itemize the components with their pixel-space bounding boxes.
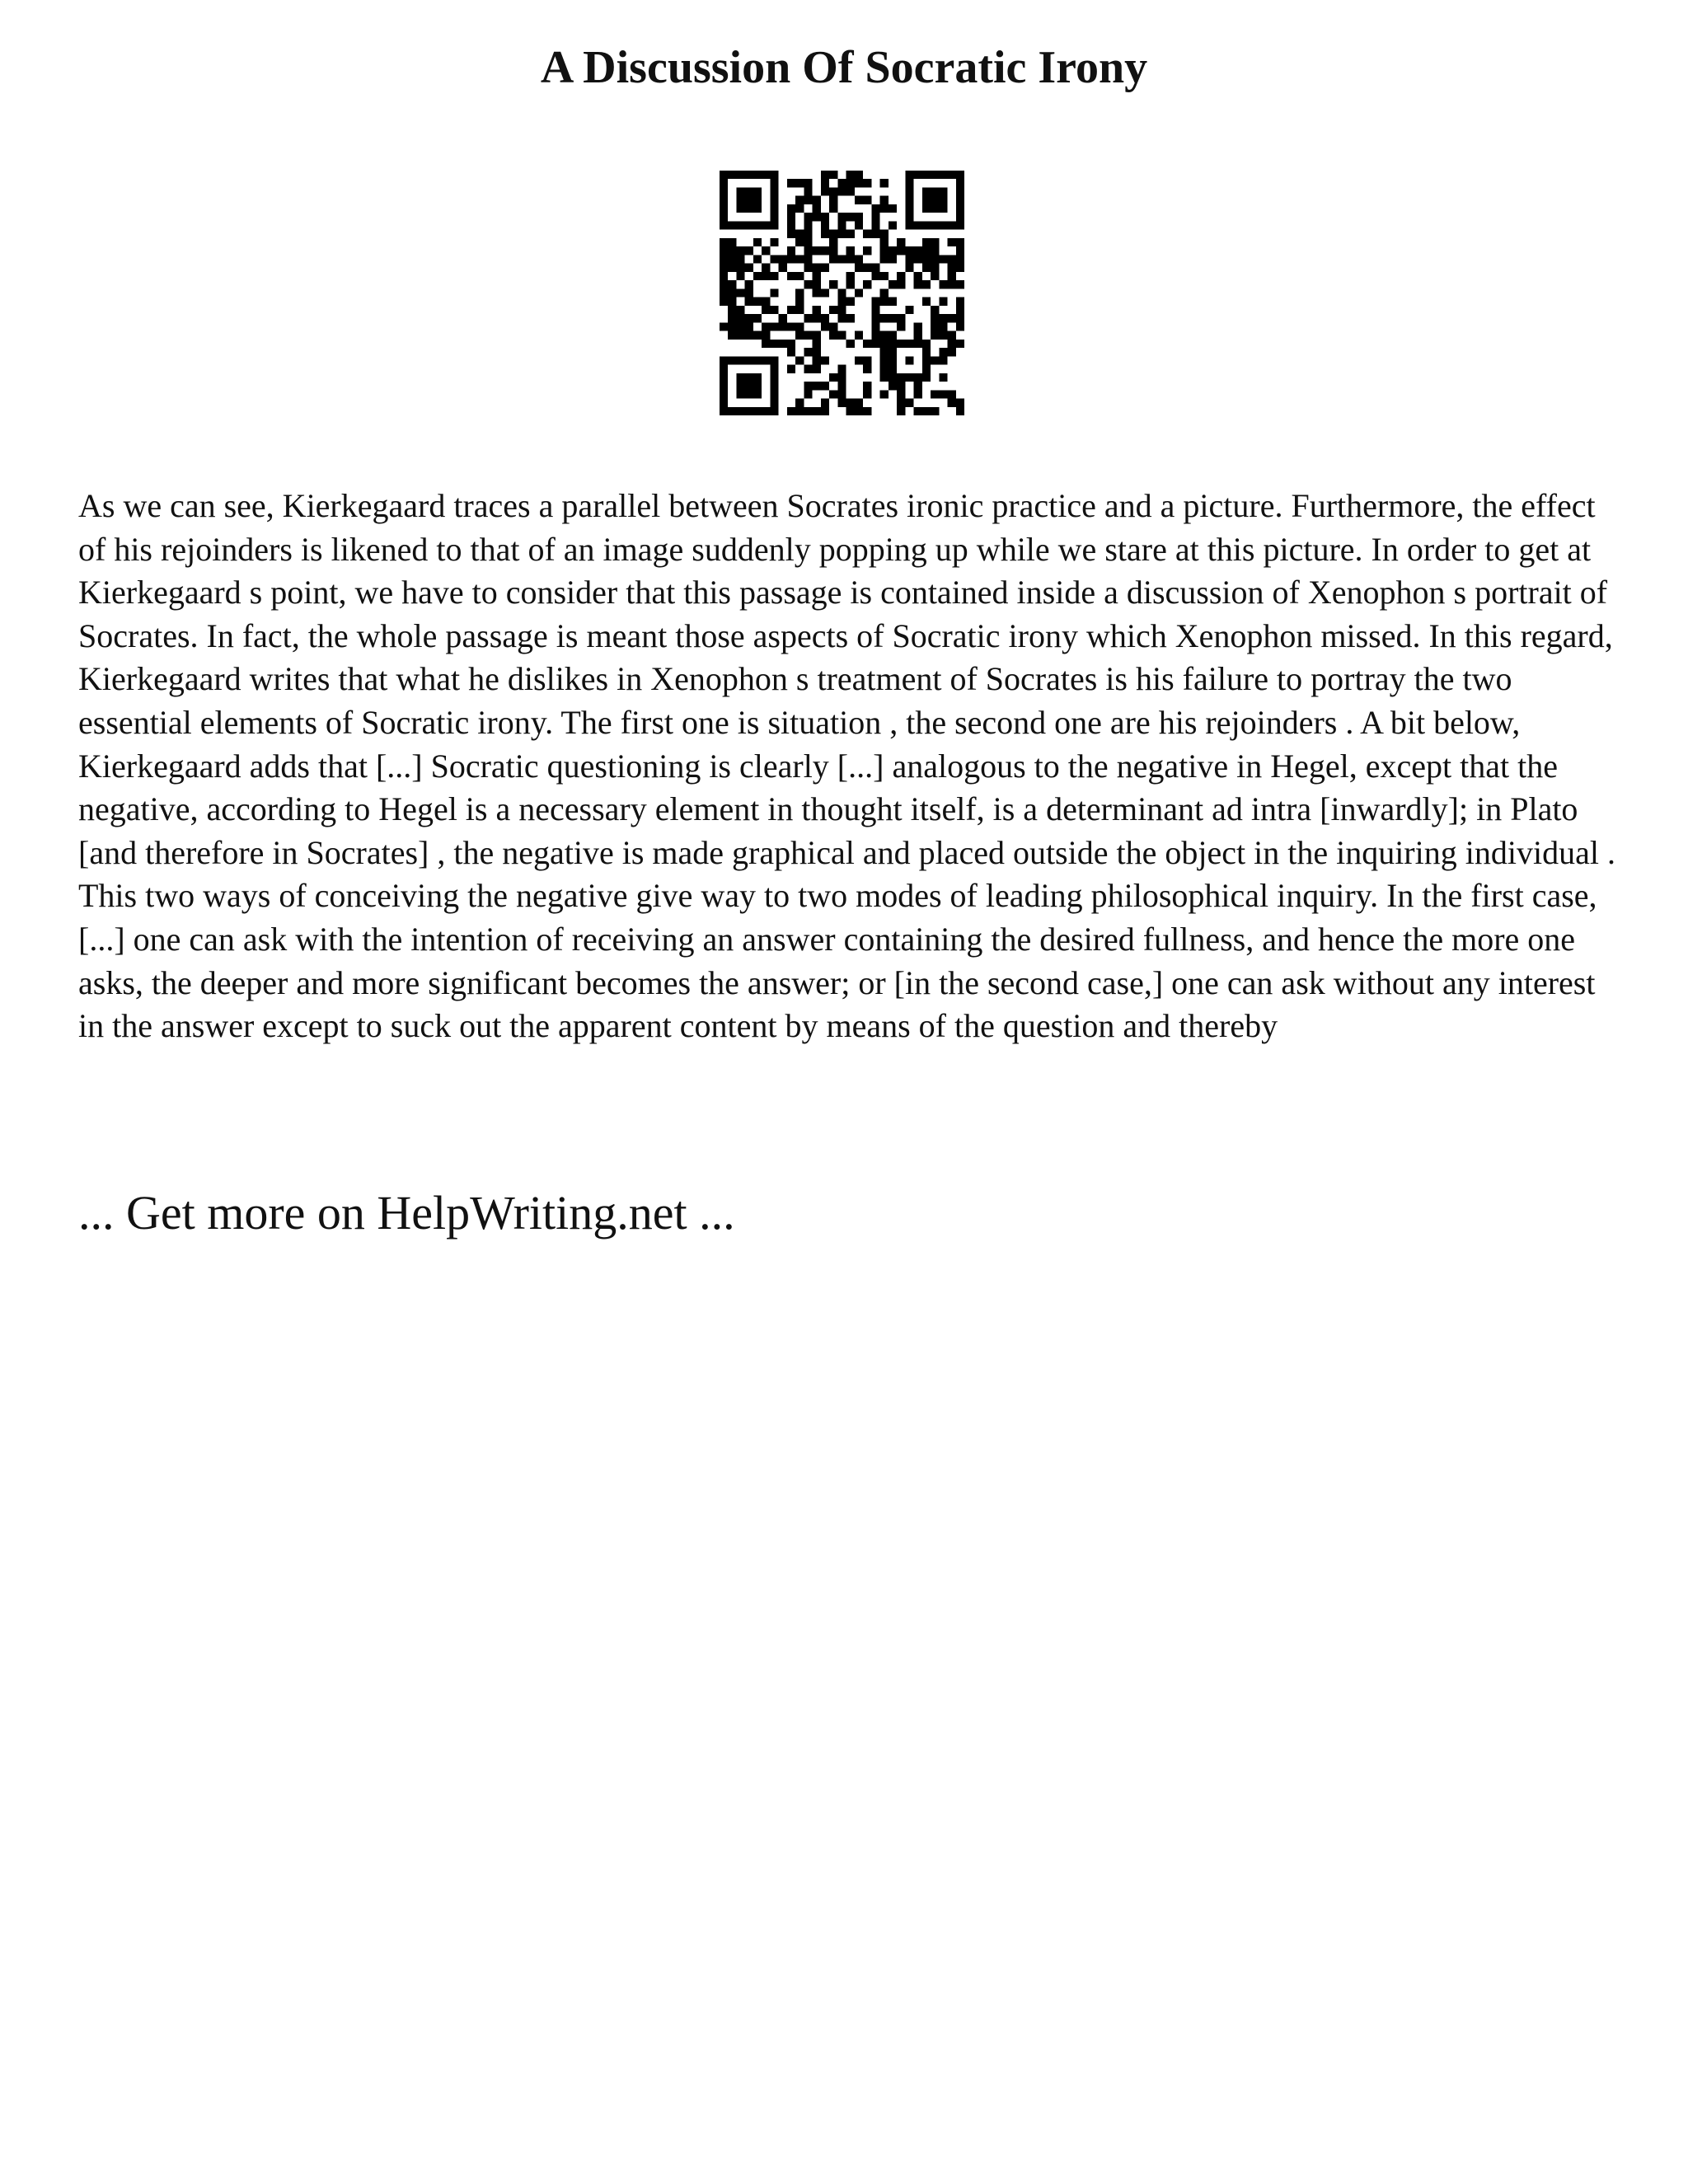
body-paragraph: As we can see, Kierkegaard traces a parallel between Socrates ironic practice and a picture. Furthermore, the effect of his rejoinders is likened to that of an image suddenly popping up while we stare at this picture. In order to get at Kierkegaard s point, we have to consider that this passage is contained inside a discussion of Xenophon s portrait of Socrates. In fact, the whole passage is meant those aspects of Socratic irony which Xenophon missed. In this regard, Kierkegaard writes that what he dislikes in Xenophon s treatment of Socrates is his failure to portray the two essential elements of Socratic irony. The first one is situation , the second one are his rejoinders . A bit below, Kierkegaard adds that [...] Socratic questioning is clearly [...] analogous to the negative in Hegel, except that the negative, according to Hegel is a necessary element in thought itself, is a determinant ad intra [inwardly]; in Plato [and therefore in Socrates] , the negative is made graphical and placed outside the object in the inquiring individual . This two ways of conceiving the negative give way to two modes of leading philosophical inquiry. In the first case, [...] one can ask with the intention of receiving an answer containing the desired fullness, and hence the more one asks, the deeper and more significant becomes the answer; or [in the second case,] one can ask without any interest in the answer except to suck out the apparent content by means of the question and thereby	[78, 487, 1615, 1045]
qr-code-icon	[720, 171, 964, 415]
page-title: A Discussion Of Socratic Irony	[540, 42, 1148, 93]
get-more-link[interactable]: ... Get more on HelpWriting.net ...	[78, 1186, 735, 1240]
